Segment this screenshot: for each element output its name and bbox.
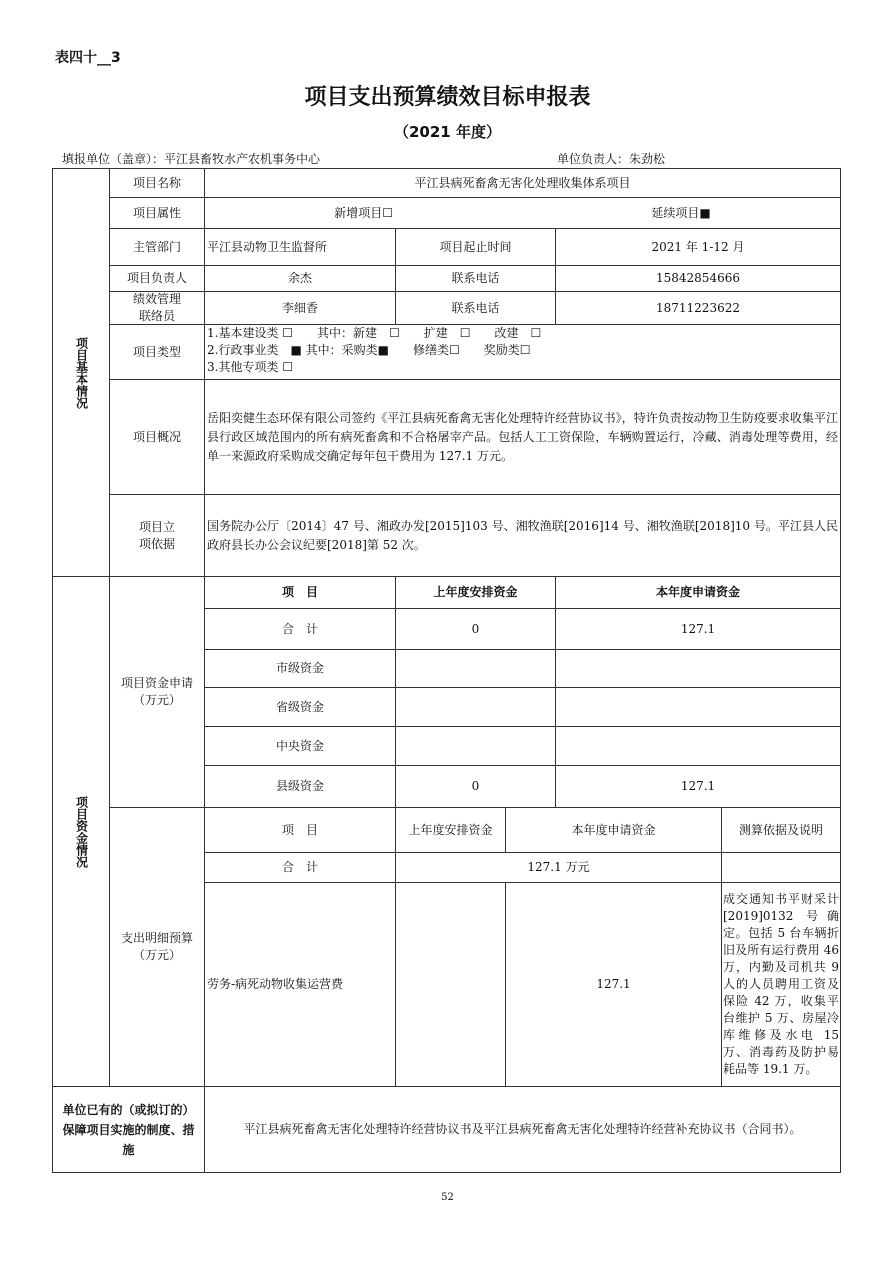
detail-header: 上年度安排资金 bbox=[395, 807, 506, 853]
fund-row-label: 中央资金 bbox=[204, 726, 396, 766]
manager-tel: 15842854666 bbox=[555, 265, 841, 292]
fund-row-label: 市级资金 bbox=[204, 649, 396, 688]
label-attr: 项目属性 bbox=[109, 197, 205, 229]
dept: 平江县动物卫生监督所 bbox=[204, 228, 396, 266]
period: 2021 年 1-12 月 bbox=[555, 228, 841, 266]
type-3: 3.其他专项类 ☐ bbox=[207, 360, 294, 374]
label-dept: 主管部门 bbox=[109, 228, 205, 266]
label-period: 项目起止时间 bbox=[395, 228, 556, 266]
fund-cell: 0 bbox=[395, 608, 556, 650]
label-summary: 项目概况 bbox=[109, 379, 205, 495]
manager: 余杰 bbox=[204, 265, 396, 292]
fund-cell bbox=[555, 649, 841, 688]
liaison: 李细香 bbox=[204, 291, 396, 325]
page-title: 项目支出预算绩效目标申报表 bbox=[304, 85, 591, 110]
label-manager: 项目负责人 bbox=[109, 265, 205, 292]
attr-new: 新增项目☐ bbox=[334, 205, 393, 220]
fund-row-label: 合 计 bbox=[204, 608, 396, 650]
detail-item-prev bbox=[395, 882, 506, 1087]
detail-header: 项 目 bbox=[204, 807, 396, 853]
fund-cell bbox=[555, 687, 841, 727]
label-liaison: 绩效管理联络员 bbox=[109, 291, 205, 325]
basis-text: 国务院办公厅〔2014〕47 号、湘政办发[2015]103 号、湘牧渔联[2016]14 号、湘牧渔联[2018]10 号。平江县人民政府县长办公会议纪要[2018]第 52 次。 bbox=[207, 518, 838, 552]
fund-cell: 127.1 bbox=[555, 608, 841, 650]
detail-item: 劳务-病死动物收集运营费 bbox=[204, 882, 396, 1087]
detail-item-note bbox=[721, 882, 841, 1087]
detail-header: 测算依据及说明 bbox=[721, 807, 841, 853]
basis bbox=[204, 494, 841, 577]
fund-cell bbox=[395, 726, 556, 766]
liaison-tel: 18711223622 bbox=[555, 291, 841, 325]
attr-continued: 延续项目■ bbox=[651, 205, 711, 220]
detail-total-label: 合 计 bbox=[204, 852, 396, 883]
label-tel: 联系电话 bbox=[395, 265, 556, 292]
note-text: 成交通知书平财采计[2019]0132 号确定。包括 5 台车辆折旧及所有运行费用 46 万，内勤及司机共 9 人的人员聘用工资及保险 42 万，收集平台维护 5 万、房屋冷库维修及水电 15 万、消毒药及防护易耗品等 19.1 万。 bbox=[723, 892, 839, 1076]
detail-label: 支出明细预算（万元） bbox=[109, 807, 205, 1087]
type-2: 2.行政事业类 ■ 其中：采购类■ 修缮类☐ 奖励类☐ bbox=[207, 343, 531, 357]
year: （2021 年度） bbox=[394, 123, 501, 141]
label-name: 项目名称 bbox=[109, 168, 205, 198]
detail-total: 127.1 万元 bbox=[395, 852, 722, 883]
measures: 平江县病死畜禽无害化处理特许经营协议书及平江县病死畜禽无害化处理特许经营补充协议书（合同书）。 bbox=[204, 1086, 841, 1173]
form-number: 表四十__3 bbox=[55, 50, 121, 66]
project-attr bbox=[204, 197, 841, 229]
fund-header: 项 目 bbox=[204, 576, 396, 609]
label-basis: 项目立项依据 bbox=[109, 494, 205, 577]
project-name: 平江县病死畜禽无害化处理收集体系项目 bbox=[204, 168, 841, 198]
section-basic-info: 项目基本情况 bbox=[52, 168, 110, 577]
fund-cell bbox=[555, 726, 841, 766]
fund-header: 上年度安排资金 bbox=[395, 576, 556, 609]
summary-text: 岳阳奕健生态环保有限公司签约《平江县病死畜禽无害化处理特许经营协议书》，特许负责按动物卫生防疫要求收集平江县行政区域范围内的所有病死畜禽和不合格屠宰产品。包括人工工资保险，车辆购置运行，冷藏、消毒处理等费用，经单一来源政府采购成交确定每年包干费用为 127.1 万元。 bbox=[207, 410, 838, 463]
fund-row-label: 省级资金 bbox=[204, 687, 396, 727]
summary bbox=[204, 379, 841, 495]
fund-cell: 127.1 bbox=[555, 765, 841, 808]
fund-cell: 0 bbox=[395, 765, 556, 808]
type-1: 1.基本建设类 ☐ 其中：新建 ☐ 扩建 ☐ 改建 ☐ bbox=[207, 326, 542, 340]
unit-leader: 单位负责人：朱劲松 bbox=[557, 152, 666, 166]
fund-cell bbox=[395, 687, 556, 727]
detail-header: 本年度申请资金 bbox=[505, 807, 722, 853]
fund-row-label: 县级资金 bbox=[204, 765, 396, 808]
fund-cell bbox=[395, 649, 556, 688]
section-funds: 项目资金情况 bbox=[52, 576, 110, 1087]
fund-header: 本年度申请资金 bbox=[555, 576, 841, 609]
page-number: 52 bbox=[441, 1192, 454, 1203]
detail-item-cur: 127.1 bbox=[505, 882, 722, 1087]
label-type: 项目类型 bbox=[109, 324, 205, 380]
label-tel-2: 联系电话 bbox=[395, 291, 556, 325]
detail-total-note bbox=[721, 852, 841, 883]
measures-label: 单位已有的（或拟订的）保障项目实施的制度、措施 bbox=[52, 1086, 205, 1173]
project-type bbox=[204, 324, 841, 380]
fund-label: 项目资金申请（万元） bbox=[109, 576, 205, 808]
reporting-unit: 填报单位（盖章）：平江县畜牧水产农机事务中心 bbox=[62, 152, 321, 166]
